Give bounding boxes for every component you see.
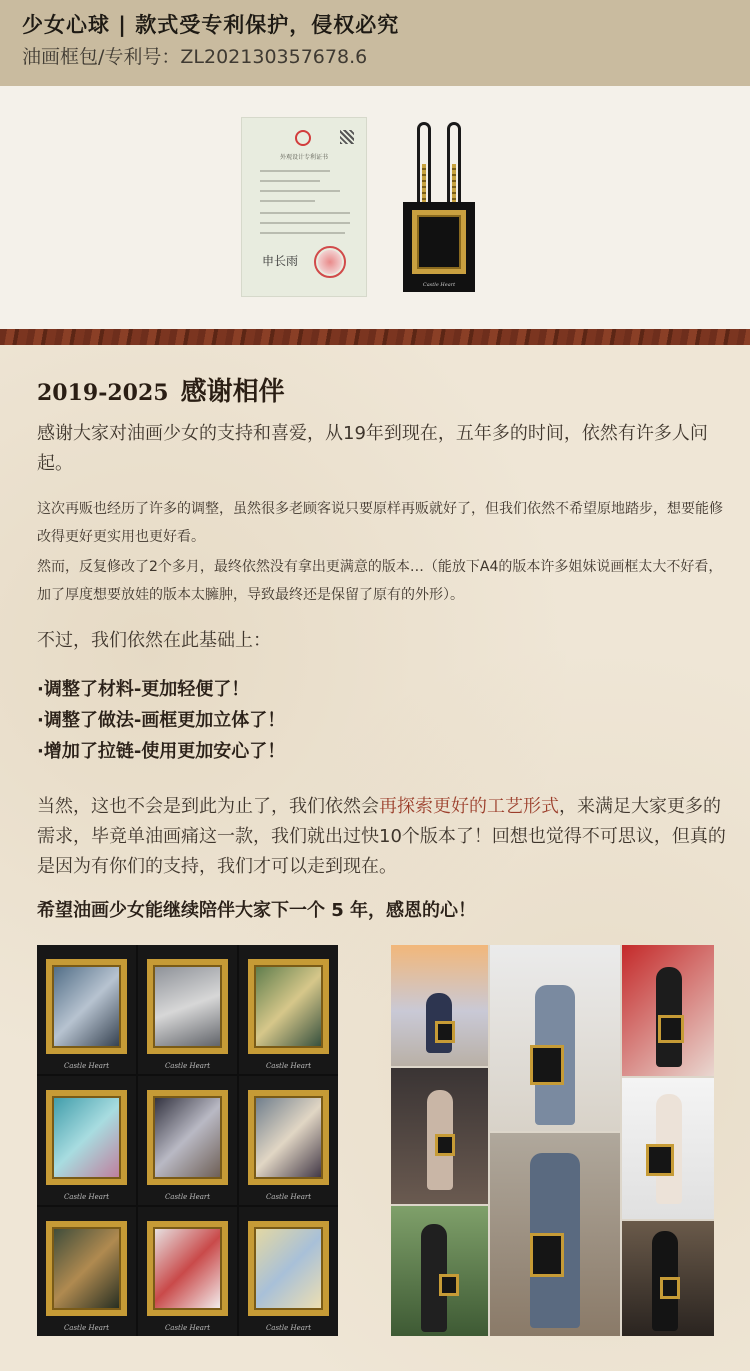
collage-photo: Castle Heart <box>239 945 338 1074</box>
certificate-line <box>260 200 315 202</box>
collage-photo: Castle Heart <box>239 1207 338 1336</box>
collage-photo: Castle Heart <box>138 1207 237 1336</box>
future-highlight: 再探索更好的工艺形式 <box>379 796 559 817</box>
collage-photo: Castle Heart <box>37 1076 136 1205</box>
customer-photo <box>622 945 714 1076</box>
customer-photo <box>490 945 620 1131</box>
bullet-material: ·调整了材料-更加轻便了！ <box>37 679 250 700</box>
heading-text: 感谢相伴 <box>180 377 285 407</box>
certificate-line <box>260 212 350 214</box>
patent-number: 油画框包/专利号：ZL202130357678.6 <box>22 46 368 68</box>
certificate-line <box>260 190 340 192</box>
product-photo-collage <box>37 945 338 1336</box>
header-banner <box>0 0 750 86</box>
paragraph-adjustments: 这次再贩也经历了许多的调整，虽然很多老顾客说只要原样再贩就好了，但我们依然不希望原地踏步，想要能修改得更好更实用也更好看。 <box>37 501 723 545</box>
customer-photo <box>391 1068 488 1204</box>
paragraph-closing: 希望油画少女能继续陪伴大家下一个 5 年，感恩的心！ <box>37 900 477 921</box>
emblem-icon <box>295 130 311 146</box>
section-heading <box>37 371 285 408</box>
gold-frame <box>412 210 466 274</box>
collage-photo: Castle Heart <box>37 1207 136 1336</box>
brand-notice: 少女心球 | 款式受专利保护，侵权必究 <box>22 13 400 37</box>
customer-photo <box>490 1133 620 1336</box>
collage-photo: Castle Heart <box>37 945 136 1074</box>
future-text-end: ，来满足大家更多的需求，毕竟单油画痛这一款，我们就出过快10个版本了！回想也觉得不可思议，但真的是因为有你们的支持，我们才可以走到现在。 <box>37 796 726 877</box>
bag-body <box>403 202 475 292</box>
certificate-title: 外观设计专利证书 <box>279 154 328 161</box>
certificate-line <box>260 222 350 224</box>
paragraph-however: 不过，我们依然在此基础上： <box>37 630 271 651</box>
story-section <box>0 345 750 1371</box>
customer-photo <box>391 945 488 1066</box>
heading-years: 2019-2025 <box>37 380 169 406</box>
certificate-line <box>260 170 330 172</box>
paragraph-future <box>37 792 727 882</box>
seal-icon <box>314 246 346 278</box>
certificate-line <box>260 180 320 182</box>
future-text-start: 当然，这也不会是到此为止了，我们依然会 <box>37 796 379 817</box>
customer-photo <box>391 1206 488 1336</box>
customer-photo-collage <box>391 945 714 1336</box>
certificate-line <box>260 232 345 234</box>
collage-photo: Castle Heart <box>239 1076 338 1205</box>
bullet-zipper: ·增加了拉链-使用更加安心了！ <box>37 741 286 762</box>
customer-photo <box>622 1221 714 1336</box>
bag-product-image <box>403 122 475 292</box>
patent-showcase <box>0 86 750 329</box>
certificate-signature: 申长雨 <box>262 254 299 268</box>
paragraph-revisions: 然而，反复修改了2个多月，最终依然没有拿出更满意的版本…（能放下A4的版本许多姐妹说画框太大不好看，加了厚度想要放娃的版本太臃肿，导致最终还是保留了原有的外形）。 <box>37 559 723 603</box>
customer-photo <box>622 1078 714 1219</box>
bag-label: Castle Heart <box>422 282 456 288</box>
bullet-craft: ·调整了做法-画框更加立体了！ <box>37 710 286 731</box>
collage-photo: Castle Heart <box>138 945 237 1074</box>
paragraph-intro: 感谢大家对油画少女的支持和喜爱，从19年到现在，五年多的时间，依然有许多人问起。 <box>37 423 708 474</box>
wood-divider <box>0 329 750 345</box>
qr-code-icon <box>340 130 354 144</box>
collage-photo: Castle Heart <box>138 1076 237 1205</box>
patent-certificate-image <box>241 117 367 297</box>
